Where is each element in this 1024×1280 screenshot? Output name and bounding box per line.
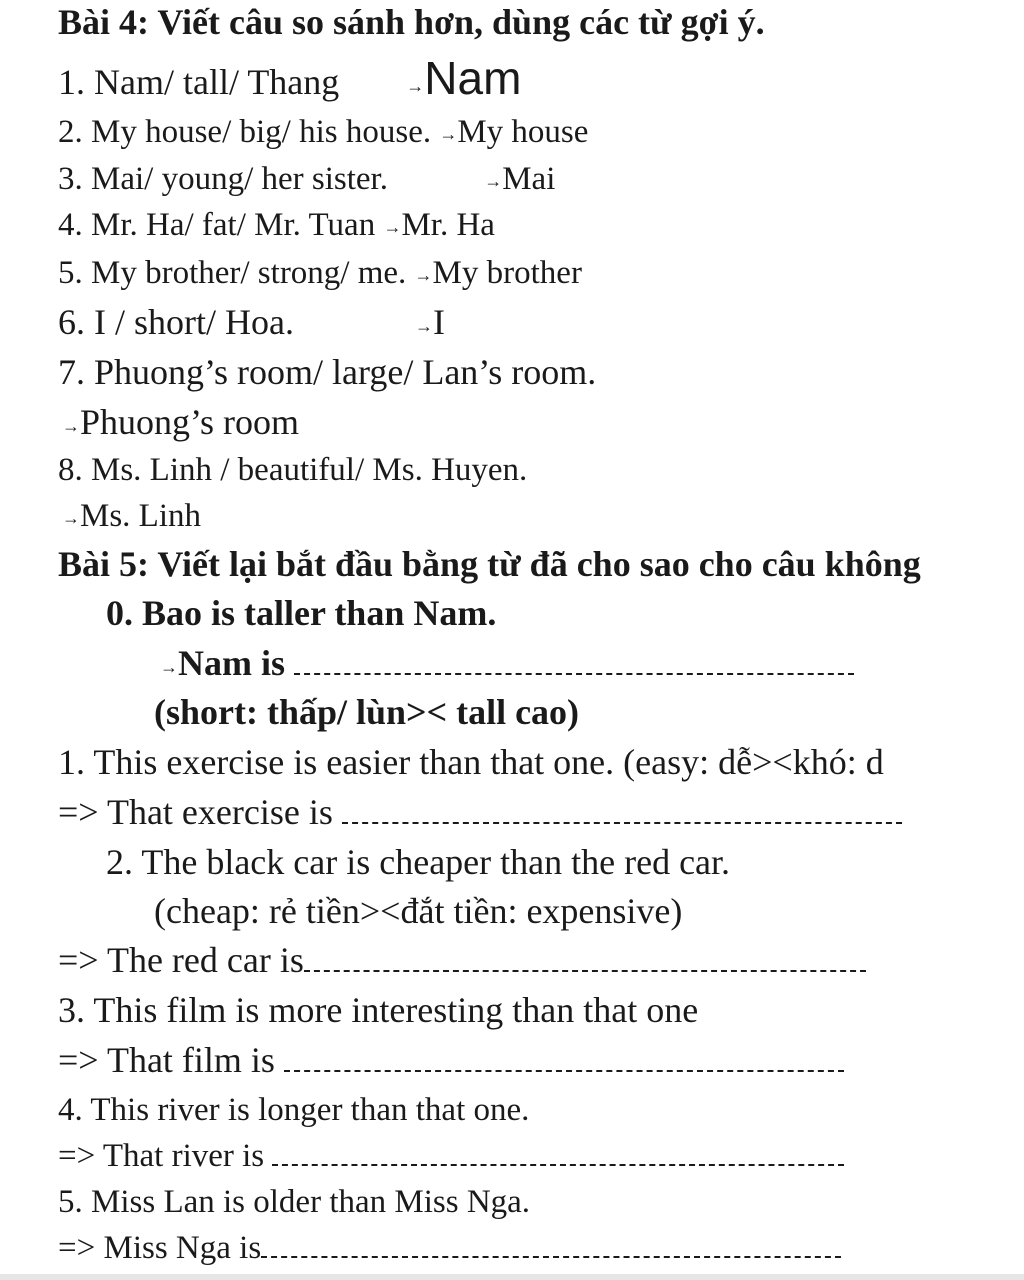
arrow-icon: → <box>414 315 433 336</box>
exercise-4-item-3 <box>58 157 555 203</box>
arrow-icon: → <box>62 415 80 436</box>
exercise-4-item-5 <box>58 251 582 297</box>
exercise-5-example-answer <box>160 641 854 689</box>
answer-start: My brother <box>432 255 582 291</box>
exercise-5-heading: Bài 5: Viết lại bắt đầu bằng từ đã cho sao cho câu không <box>58 544 921 584</box>
exercise-4-item-8-answer <box>62 494 201 540</box>
exercise-5-item-3-answer <box>58 1038 844 1082</box>
answer-start: Ms. Linh <box>80 498 202 534</box>
arrow-icon: → <box>383 217 402 238</box>
answer-blank[interactable] <box>294 673 854 675</box>
exercise-5-item-4: 4. This river is longer than that one. <box>58 1092 530 1128</box>
question-text: 3. Mai/ young/ her sister. <box>58 161 388 197</box>
exercise-4-item-4 <box>58 203 495 249</box>
question-text: 5. My brother/ strong/ me. <box>58 255 407 291</box>
question-text: 4. Mr. Ha/ fat/ Mr. Tuan <box>58 207 376 243</box>
question-text: 8. Ms. Linh / beautiful/ Ms. Huyen. <box>58 452 528 488</box>
answer-blank[interactable] <box>284 1070 844 1072</box>
question-text: 2. My house/ big/ his house. <box>58 114 432 150</box>
answer-start: Mai <box>502 161 556 197</box>
exercise-5-item-1: 1. This exercise is easier than that one. (easy: dễ><khó: d <box>58 742 884 782</box>
answer-blank[interactable] <box>304 970 866 972</box>
answer-start: My house <box>457 114 589 150</box>
arrow-icon: → <box>439 124 458 145</box>
answer-blank[interactable] <box>261 1256 841 1258</box>
arrow-icon: → <box>160 656 178 677</box>
exercise-5-item-1-answer <box>58 790 902 834</box>
exercise-4-item-8 <box>58 448 527 492</box>
page-edge-shadow <box>0 1274 1024 1280</box>
exercise-5-example-note: (short: thấp/ lùn>< tall cao) <box>154 692 580 732</box>
exercise-5-item-2-answer <box>58 938 866 982</box>
arrow-icon: → <box>62 508 80 529</box>
exercise-5-item-3: 3. This film is more interesting than that one <box>58 990 699 1030</box>
answer-blank[interactable] <box>342 822 902 824</box>
exercise-5-item-5-answer <box>58 1226 841 1270</box>
answer-start: => That film is <box>58 1040 275 1080</box>
exercise-5-item-2: 2. The black car is cheaper than the red car. <box>106 842 731 882</box>
exercise-5-item-4-answer <box>58 1134 844 1178</box>
answer-start: => Miss Nga is <box>58 1230 262 1266</box>
answer-start: Phuong’s room <box>80 402 300 442</box>
question-text: 7. Phuong’s room/ large/ Lan’s room. <box>58 352 597 392</box>
exercise-4-item-1 <box>58 52 522 108</box>
exercise-4-item-6 <box>58 300 445 348</box>
answer-start: Nam is <box>178 643 285 683</box>
answer-start: Nam <box>424 52 522 104</box>
answer-start: => That exercise is <box>58 792 333 832</box>
answer-start: Mr. Ha <box>401 207 495 243</box>
answer-blank[interactable] <box>272 1164 844 1166</box>
arrow-icon: → <box>484 171 503 192</box>
exercise-4-item-7 <box>58 350 596 394</box>
exercise-5-example-question: 0. Bao is taller than Nam. <box>106 593 497 633</box>
exercise-5-item-2-note: (cheap: rẻ tiền><đắt tiền: expensive) <box>154 891 683 931</box>
question-text: 6. I / short/ Hoa. <box>58 302 294 342</box>
exercise-5-item-5: 5. Miss Lan is older than Miss Nga. <box>58 1184 531 1220</box>
question-text: 1. Nam/ tall/ Thang <box>58 62 340 102</box>
answer-start: => The red car is <box>58 940 304 980</box>
answer-start: => That river is <box>58 1138 265 1174</box>
exercise-4-item-2 <box>58 110 588 156</box>
arrow-icon: → <box>406 75 425 96</box>
answer-start: I <box>432 302 445 342</box>
exercise-4-item-7-answer <box>62 400 299 448</box>
exercise-4-heading: Bài 4: Viết câu so sánh hơn, dùng các từ gợi ý. <box>58 2 765 42</box>
arrow-icon: → <box>414 265 433 286</box>
